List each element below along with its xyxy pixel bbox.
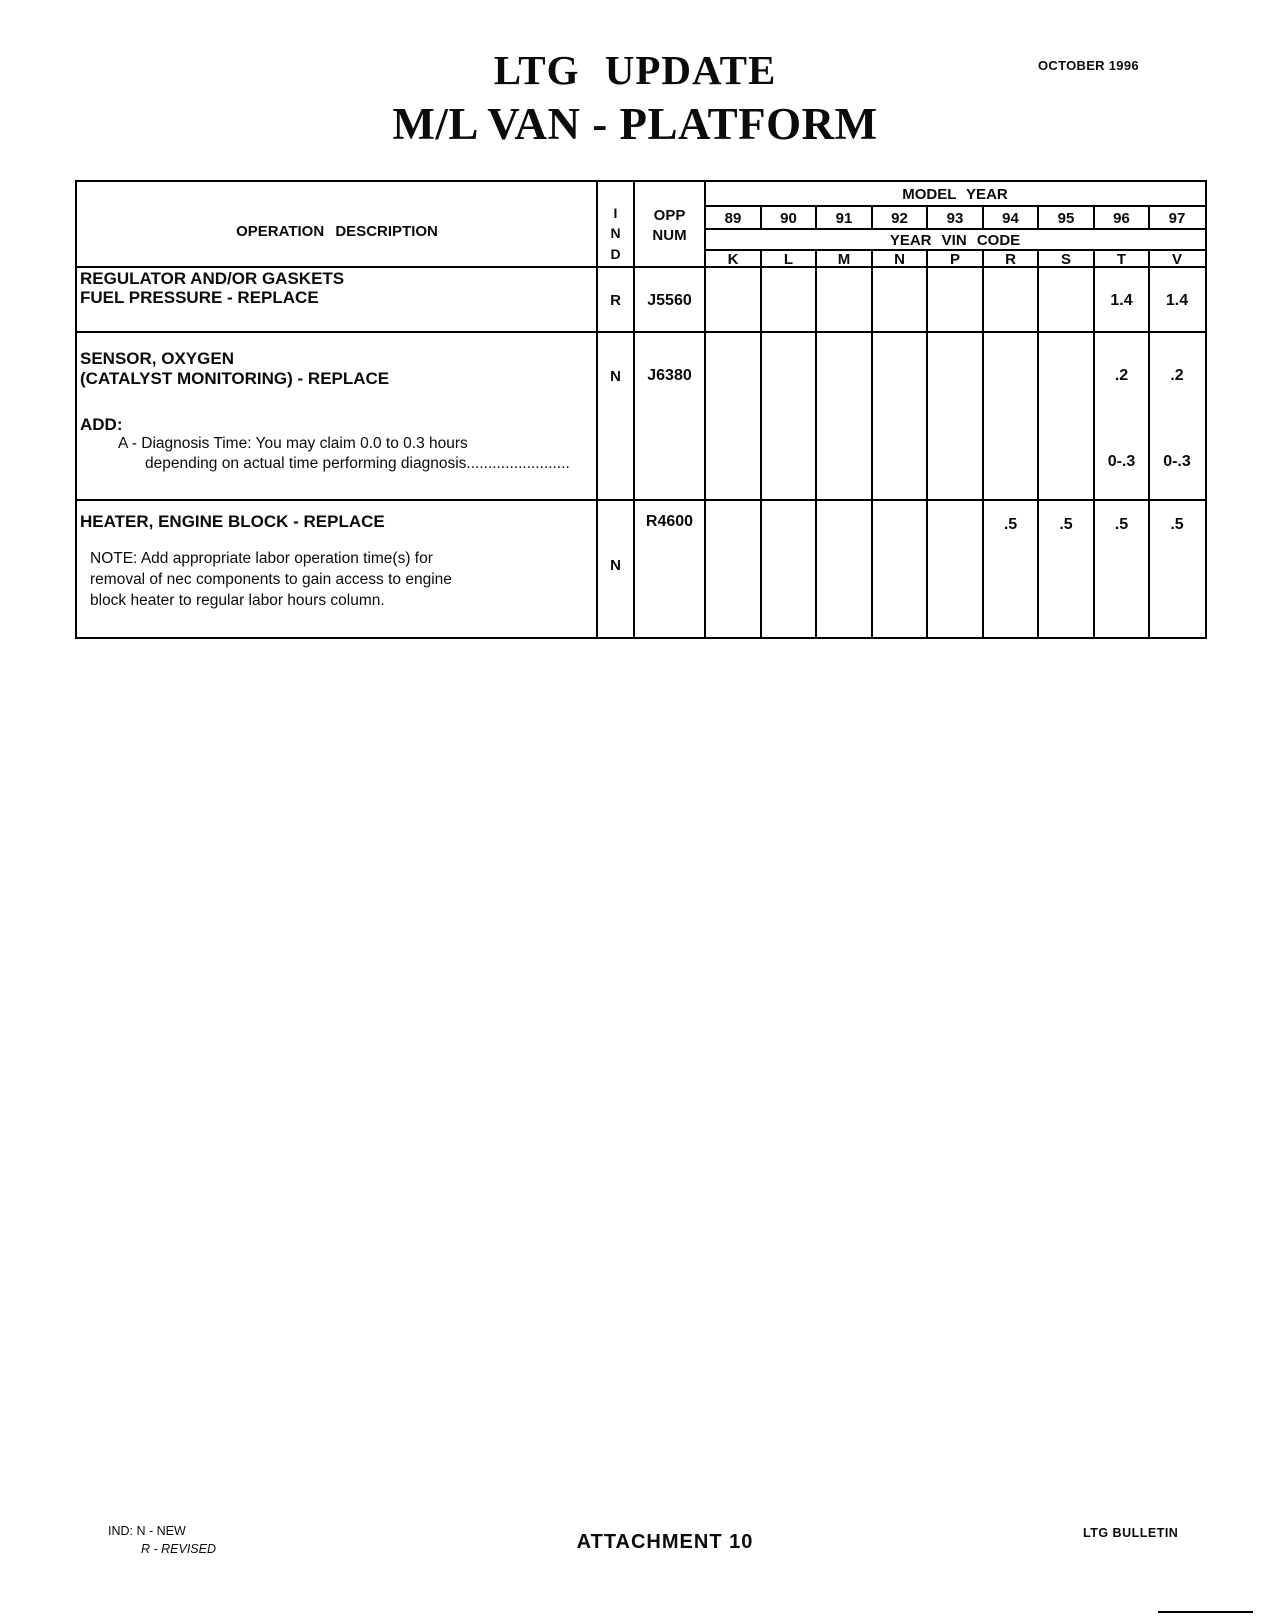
hours-cell	[927, 515, 983, 535]
hours-cell	[927, 452, 983, 472]
hours-cell	[761, 366, 816, 386]
hours-cell: .5	[1003, 516, 1018, 533]
vin-code-header: P	[949, 250, 960, 268]
note-line: NOTE: Add appropriate labor operation time(s) for	[90, 550, 433, 567]
vin-code-header: S	[1060, 250, 1071, 268]
operation-description-header: OPERATION DESCRIPTION	[236, 222, 438, 240]
bulletin-label: LTG BULLETIN	[1083, 1526, 1179, 1540]
operation-description-line: REGULATOR AND/OR GASKETS	[80, 269, 345, 288]
title-block	[335, 48, 935, 148]
vin-code-header: M	[837, 250, 851, 268]
hours-cell	[705, 268, 761, 333]
hours-cell: 0-.3	[1107, 453, 1136, 470]
hours-cell	[816, 452, 872, 472]
gridline	[705, 228, 1205, 230]
vin-code-header: R	[1005, 250, 1016, 268]
year-col-header: 91	[835, 209, 853, 227]
hours-cell	[983, 366, 1038, 386]
ind-legend-line: R - REVISED	[141, 1542, 217, 1556]
hours-cell	[983, 452, 1038, 472]
hours-cell	[761, 452, 816, 472]
year-col-header: 96	[1113, 209, 1130, 227]
year-col-header: 93	[946, 209, 964, 227]
vin-code-header: T	[1116, 250, 1127, 268]
opp-num-value: R4600	[645, 513, 694, 530]
hours-cell	[816, 366, 872, 386]
year-vin-code-header: YEAR VIN CODE	[889, 232, 1021, 249]
ind-header-letter: D	[610, 246, 621, 262]
opp-num-value: J5560	[647, 291, 692, 309]
operation-description-line: FUEL PRESSURE - REPLACE	[80, 288, 319, 307]
add-note-line: depending on actual time performing diagnosis........................	[145, 455, 570, 472]
hours-cell: .2	[1170, 367, 1184, 384]
hours-cell: .5	[1059, 516, 1073, 533]
hours-cell	[1038, 268, 1094, 333]
operation-description-line: (CATALYST MONITORING) - REPLACE	[80, 369, 390, 388]
vin-code-header: V	[1171, 250, 1182, 268]
hours-cell	[816, 515, 872, 535]
hours-cell	[705, 515, 761, 535]
ind-value: N	[610, 556, 621, 574]
note-line: removal of nec components to gain access to engine	[90, 571, 452, 588]
bottom-rule	[1158, 1611, 1253, 1613]
note-line: block heater to regular labor hours column.	[90, 592, 385, 609]
hours-cell	[705, 452, 761, 472]
operation-description-line: HEATER, ENGINE BLOCK - REPLACE	[80, 512, 385, 531]
hours-cell	[872, 452, 927, 472]
hours-cell	[872, 515, 927, 535]
hours-cell	[872, 366, 927, 386]
year-col-header: 89	[724, 209, 742, 227]
hours-cell: .5	[1170, 516, 1184, 533]
operation-description-line: SENSOR, OXYGEN	[80, 349, 234, 368]
ind-value: R	[610, 292, 621, 309]
year-col-header: 92	[891, 209, 908, 227]
model-year-header: MODEL YEAR	[902, 186, 1008, 203]
hours-cell	[1038, 366, 1094, 386]
ind-header-letter: I	[613, 205, 618, 221]
hours-cell: 0-.3	[1163, 453, 1191, 470]
add-note-line: A - Diagnosis Time: You may claim 0.0 to 0.3 hours	[118, 435, 468, 452]
hours-cell: 1.4	[1110, 291, 1133, 309]
year-col-header: 90	[780, 209, 797, 227]
hours-cell: 1.4	[1165, 291, 1189, 309]
hours-cell: .5	[1114, 516, 1129, 533]
gridline	[77, 499, 1205, 501]
page-title: LTG UPDATE	[493, 47, 777, 93]
hours-cell	[983, 268, 1038, 333]
date-label: OCTOBER 1996	[1038, 58, 1139, 73]
hours-cell	[927, 268, 983, 333]
hours-cell	[761, 268, 816, 333]
add-label: ADD:	[80, 415, 123, 434]
hours-cell	[705, 366, 761, 386]
hours-cell	[872, 268, 927, 333]
hours-cell	[1038, 452, 1094, 472]
hours-cell: .2	[1114, 367, 1129, 384]
hours-cell	[816, 268, 872, 333]
year-col-header: 94	[1002, 209, 1019, 227]
year-col-header: 95	[1057, 209, 1075, 227]
labor-time-table	[75, 180, 1207, 639]
hours-cell	[761, 515, 816, 535]
vin-code-header: K	[727, 250, 739, 268]
opp-num-header: OPP	[653, 206, 686, 224]
hours-cell	[927, 366, 983, 386]
gridline	[705, 205, 1205, 207]
attachment-label: ATTACHMENT 10	[576, 1531, 754, 1553]
vin-code-header: L	[783, 250, 794, 268]
ind-value: N	[610, 367, 621, 385]
opp-num-header: NUM	[652, 226, 687, 244]
ind-legend-line: IND: N - NEW	[108, 1524, 186, 1538]
year-col-header: 97	[1168, 209, 1186, 227]
page-subtitle: M/L VAN - PLATFORM	[392, 99, 878, 149]
opp-num-value: J6380	[647, 367, 692, 384]
ind-header-letter: N	[610, 225, 621, 241]
vin-code-header: N	[894, 250, 905, 268]
